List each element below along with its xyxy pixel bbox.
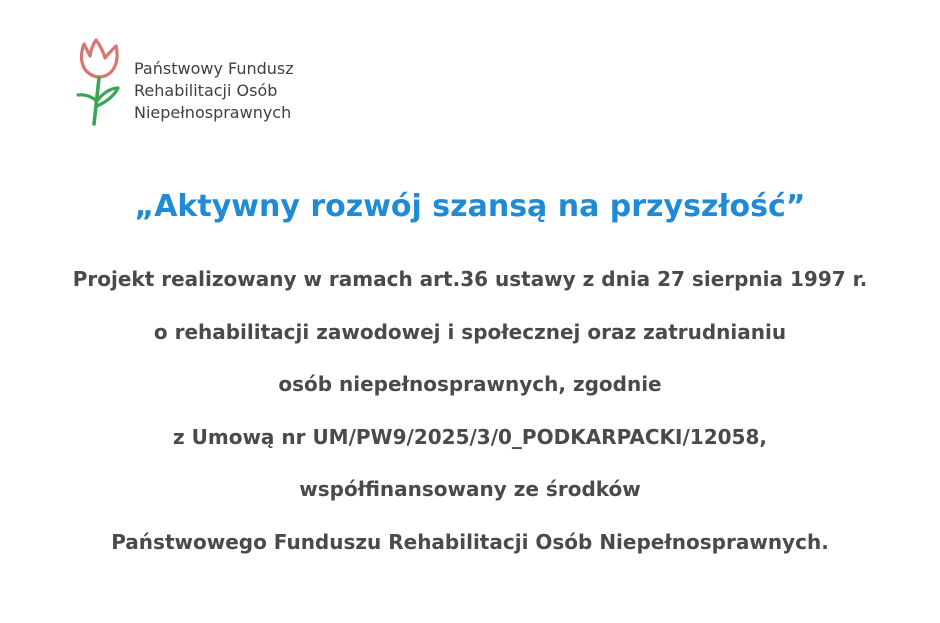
project-description xyxy=(0,258,940,573)
logo-line-2: Rehabilitacji Osób xyxy=(134,81,278,100)
headline: „Aktywny rozwój szansą na przyszłość” xyxy=(134,189,806,224)
pfron-logo xyxy=(76,38,294,126)
body-line-1: Projekt realizowany w ramach art.36 ustawy z dnia 27 sierpnia 1997 r. xyxy=(72,267,868,291)
logo-line-3: Niepełnosprawnych xyxy=(134,103,292,122)
tulip-icon xyxy=(76,38,122,126)
body-line-5: współfinansowany ze środków xyxy=(299,477,641,501)
logo-text xyxy=(134,58,294,124)
body-line-4: z Umową nr UM/PW9/2025/3/0_PODKARPACKI/12058, xyxy=(173,424,767,449)
logo-line-1: Państwowy Fundusz xyxy=(134,59,294,78)
body-line-2: o rehabilitacji zawodowej i społecznej oraz zatrudnianiu xyxy=(153,319,787,344)
body-line-6: Państwowego Funduszu Rehabilitacji Osób Niepełnosprawnych. xyxy=(111,529,829,554)
body-line-3: osób niepełnosprawnych, zgodnie xyxy=(278,372,662,396)
